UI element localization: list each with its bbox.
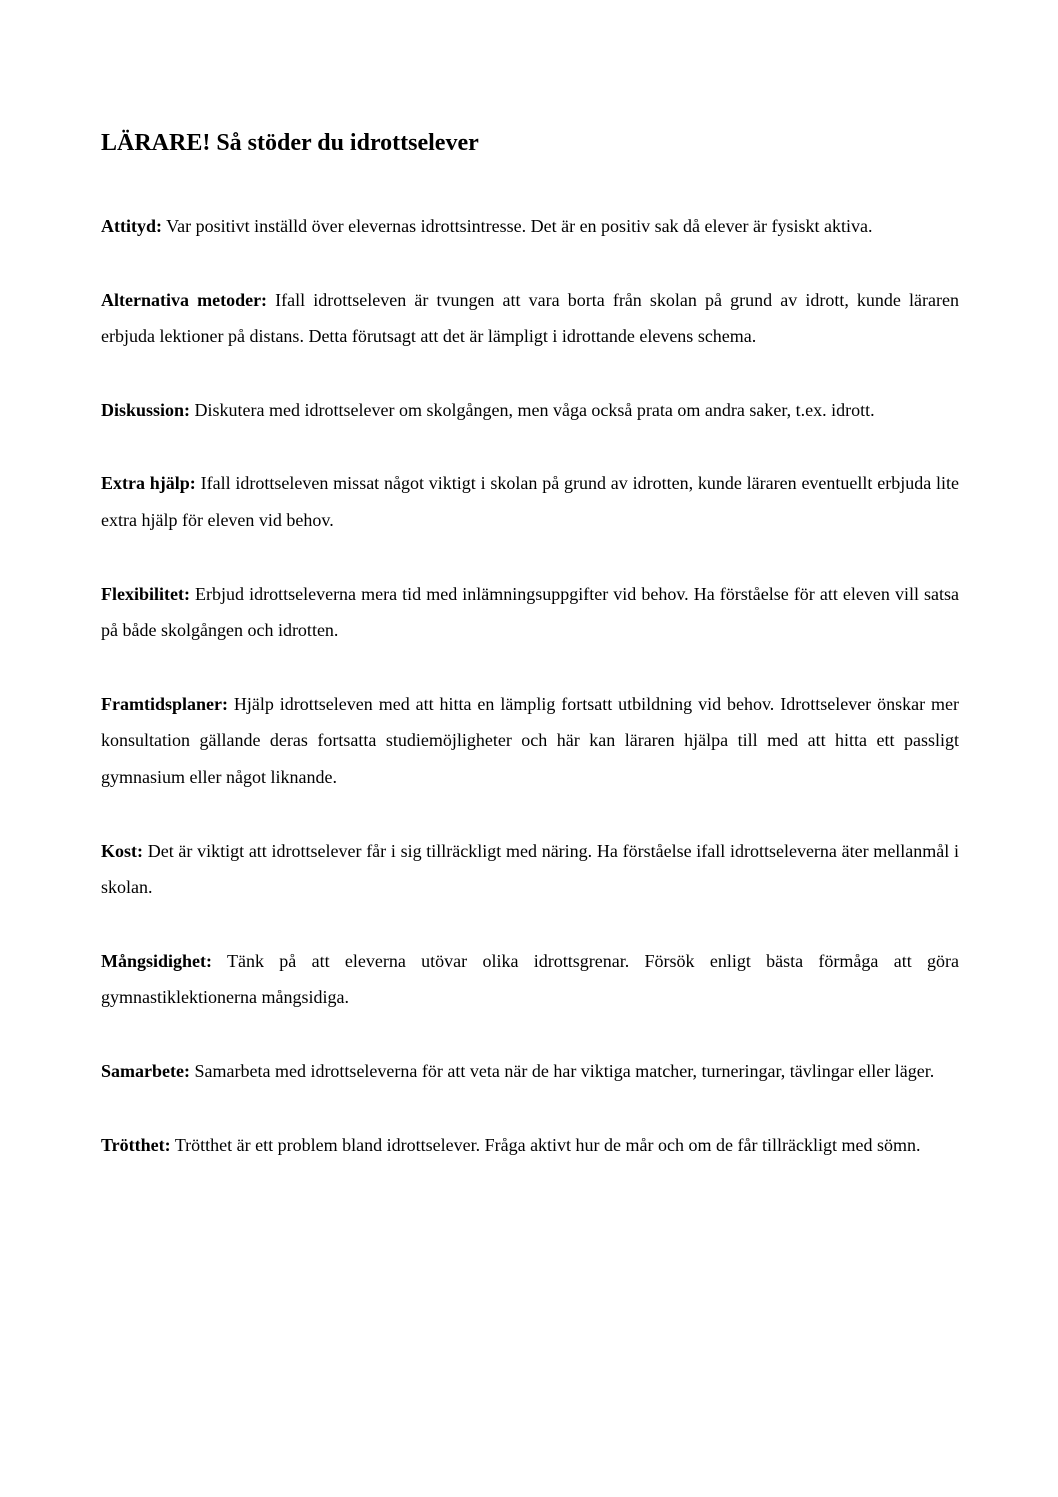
section-term: Flexibilitet: <box>101 583 190 604</box>
section-text: Trötthet är ett problem bland idrottselever. Fråga aktivt hur de mår och om de får tillräckligt med sömn. <box>170 1134 921 1155</box>
section-term: Framtidsplaner: <box>101 693 228 714</box>
section-mangsidighet <box>101 943 959 1016</box>
section-extra-hjalp <box>101 465 959 538</box>
section-trotthet <box>101 1127 959 1164</box>
section-framtidsplaner <box>101 686 959 796</box>
document-title: LÄRARE! Så stöder du idrottselever <box>101 130 479 156</box>
section-term: Attityd: <box>101 216 162 236</box>
section-alternativa-metoder <box>101 282 959 355</box>
document-page <box>101 126 959 1200</box>
section-term: Extra hjälp: <box>101 473 196 494</box>
section-term: Samarbete: <box>101 1060 190 1081</box>
section-text: Samarbeta med idrottseleverna för att veta när de har viktiga matcher, turneringar, tävlingar eller läger. <box>189 1060 935 1081</box>
section-flexibilitet <box>101 576 959 649</box>
section-text: Var positivt inställd över elevernas idrottsintresse. Det är en positiv sak då elever är fysiskt aktiva. <box>162 216 873 236</box>
section-text: Hjälp idrottseleven med att hitta en lämplig fortsatt utbildning vid behov. Idrottselever önskar mer konsultation gällande deras fortsatta studiemöjligheter och här kan läraren hjälpa till med att hitta ett passligt gymnasium eller något liknande. <box>101 693 959 787</box>
section-text: Erbjud idrottseleverna mera tid med inlämningsuppgifter vid behov. Ha förståelse för att eleven vill satsa på både skolgången och idrotten. <box>101 583 959 641</box>
section-text: Ifall idrottseleven missat något viktigt i skolan på grund av idrotten, kunde läraren eventuellt erbjuda lite extra hjälp för eleven vid behov. <box>101 473 959 530</box>
section-text: Diskutera med idrottselever om skolgången, men våga också prata om andra saker, t.ex. idrott. <box>190 399 875 420</box>
section-samarbete <box>101 1053 959 1090</box>
section-term: Diskussion: <box>101 399 191 420</box>
section-diskussion <box>101 392 959 429</box>
section-text: Ifall idrottseleven är tvungen att vara borta från skolan på grund av idrott, kunde läraren erbjuda lektioner på distans. Detta förutsagt att det är lämpligt i idrottande elevens schema. <box>101 289 959 347</box>
section-list <box>101 208 959 1163</box>
section-term: Trötthet: <box>101 1134 171 1155</box>
section-text: Det är viktigt att idrottselever får i sig tillräckligt med näring. Ha förståelse ifall idrottseleverna äter mellanmål i skolan. <box>101 840 959 898</box>
section-term: Mångsidighet: <box>101 950 213 971</box>
section-term: Kost: <box>101 840 143 861</box>
section-attityd <box>101 208 959 245</box>
section-kost <box>101 833 959 906</box>
section-text: Tänk på att eleverna utövar olika idrottsgrenar. Försök enligt bästa förmåga att göra gymnastiklektionerna mångsidiga. <box>101 950 959 1008</box>
section-term: Alternativa metoder: <box>101 289 268 310</box>
